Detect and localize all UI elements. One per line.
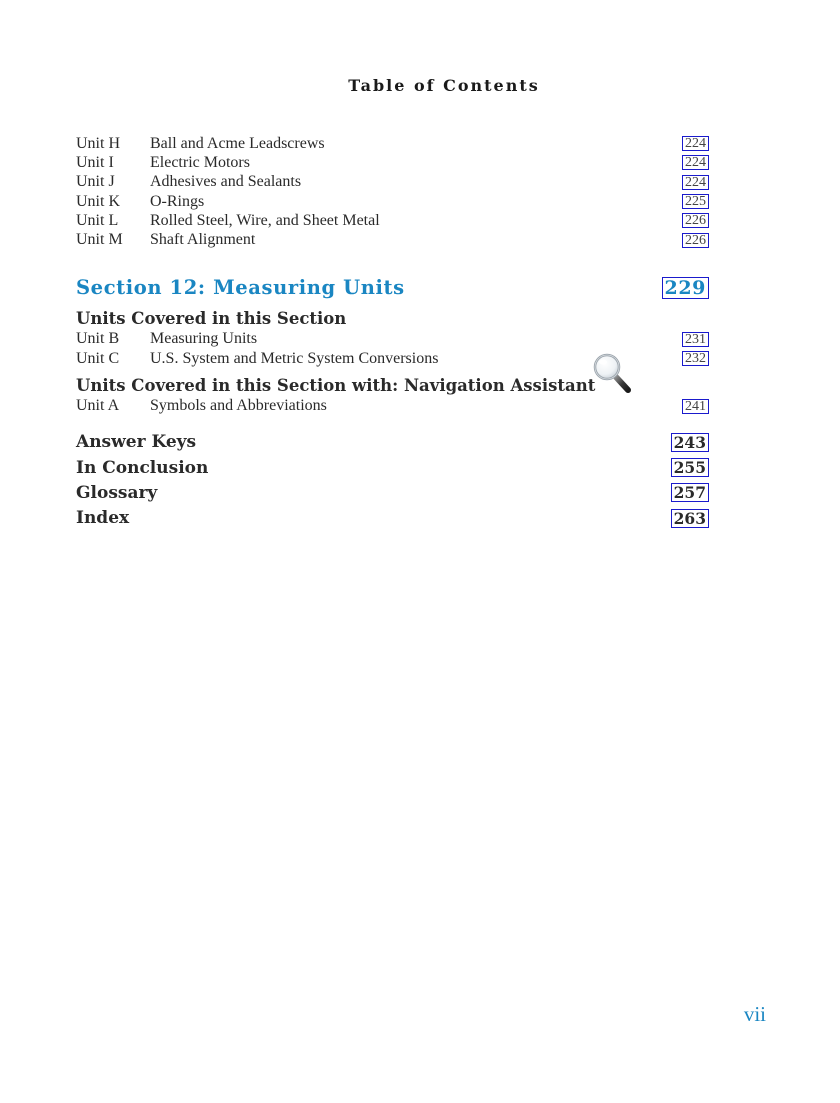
toc-row-unit-i[interactable] [76,153,709,172]
page-link[interactable]: 231 [682,332,709,347]
page-link[interactable]: 263 [671,509,709,528]
toc-content [76,134,709,531]
toc-row-unit-k[interactable] [76,192,709,211]
page-link[interactable]: 224 [682,155,709,170]
toc-row-index[interactable] [76,506,709,531]
unit-code: Unit M [76,231,123,249]
unit-code: Unit K [76,192,120,210]
toc-row-glossary[interactable] [76,480,709,505]
unit-title: Electric Motors [150,153,250,171]
unit-code: Unit I [76,153,114,171]
page-link[interactable]: 224 [682,175,709,190]
toc-row-unit-j[interactable] [76,173,709,192]
navigation-assistant-heading: Units Covered in this Section with: Navigation Assistant [76,375,596,395]
unit-title: Shaft Alignment [150,231,256,249]
toc-row-unit-h[interactable] [76,134,709,153]
unit-title: Rolled Steel, Wire, and Sheet Metal [150,211,380,229]
page-link[interactable]: 224 [682,136,709,151]
back-matter [76,430,709,531]
unit-title: Measuring Units [150,330,258,348]
unit-title: U.S. System and Metric System Conversions [150,349,439,367]
entry-title: Index [76,508,130,529]
page-number: vii [743,1002,766,1026]
unit-title: O-Rings [150,192,205,210]
unit-title: Symbols and Abbreviations [150,397,327,415]
unit-title: Ball and Acme Leadscrews [150,134,325,152]
entry-title: In Conclusion [76,457,209,478]
unit-code: Unit L [76,211,119,229]
unit-code: Unit J [76,173,115,191]
page-link[interactable]: 226 [682,213,709,228]
toc-row-in-conclusion[interactable] [76,455,709,480]
page-link[interactable]: 255 [671,458,709,477]
toc-row-unit-l[interactable] [76,211,709,230]
page-link[interactable]: 243 [671,433,709,452]
entry-title: Glossary [76,482,158,503]
section-page-link[interactable]: 229 [662,277,709,299]
magnifier-icon[interactable] [592,352,632,394]
unit-code: Unit C [76,349,120,367]
section-title: Section 12: Measuring Units [76,276,405,300]
page-link[interactable]: 226 [682,233,709,248]
page-link[interactable]: 241 [682,399,709,414]
toc-row-unit-a[interactable] [76,396,709,415]
toc-row-unit-b[interactable] [76,330,709,349]
entry-title: Answer Keys [76,432,197,453]
section-12-heading[interactable] [76,274,709,302]
page-link[interactable]: 225 [682,194,709,209]
toc-row-unit-m[interactable] [76,230,709,249]
unit-code: Unit H [76,134,120,152]
page-link[interactable]: 232 [682,351,709,366]
page-title: Table of Contents [348,76,540,95]
unit-code: Unit A [76,397,120,415]
unit-title: Adhesives and Sealants [150,173,302,191]
unit-code: Unit B [76,330,120,348]
page-link[interactable]: 257 [671,483,709,502]
toc-row-answer-keys[interactable] [76,430,709,455]
units-covered-heading: Units Covered in this Section [76,309,347,329]
